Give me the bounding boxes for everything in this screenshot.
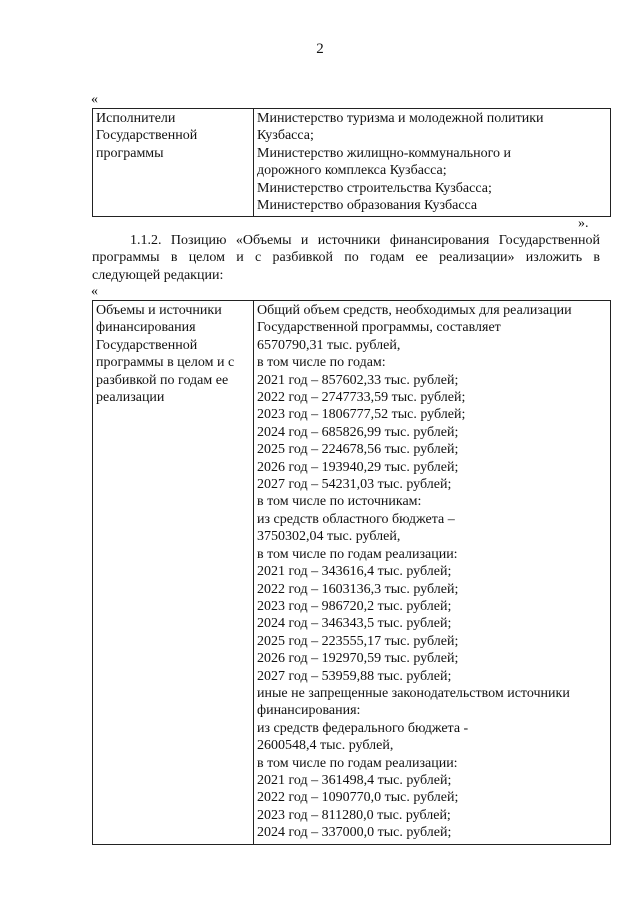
cell-line: иные не запрещенные законодательством источники xyxy=(257,685,570,701)
cell-line: 2021 год – 857602,33 тыс. рублей; xyxy=(257,372,459,388)
cell-line: финансирования xyxy=(96,320,196,336)
cell-line: 2027 год – 54231,03 тыс. рублей; xyxy=(257,477,452,493)
cell-line: 2025 год – 223555,17 тыс. рублей; xyxy=(257,633,459,649)
funding-value-cell xyxy=(254,301,611,845)
closing-quote: ». xyxy=(578,216,589,231)
cell-line: Министерство образования Кузбасса xyxy=(257,198,478,214)
cell-line: Объемы и источники xyxy=(96,303,222,318)
cell-line: Министерство туризма и молодежной политики xyxy=(257,111,544,126)
table-row xyxy=(93,301,611,845)
funding-label-cell xyxy=(93,301,254,845)
cell-line: 2022 год – 1603136,3 тыс. рублей; xyxy=(257,581,459,597)
cell-line: в том числе по годам: xyxy=(257,355,386,371)
cell-line: 2026 год – 192970,59 тыс. рублей; xyxy=(257,651,459,667)
cell-line: Государственной xyxy=(96,128,198,144)
cell-line: 2021 год – 343616,4 тыс. рублей; xyxy=(257,564,452,580)
cell-line: в том числе по источникам: xyxy=(257,494,422,510)
executors-table xyxy=(92,108,611,217)
cell-line: 6570790,31 тыс. рублей, xyxy=(257,337,401,353)
funding-table xyxy=(92,300,611,845)
cell-line: 2021 год – 361498,4 тыс. рублей; xyxy=(257,772,452,788)
cell-line: из средств федерального бюджета - xyxy=(257,720,469,736)
paragraph-line: следующей редакции: xyxy=(92,267,224,283)
cell-line: 2600548,4 тыс. рублей, xyxy=(257,738,394,754)
cell-line: из средств областного бюджета – xyxy=(257,511,455,527)
cell-line: программы xyxy=(96,145,164,161)
cell-line: Кузбасса; xyxy=(257,128,314,144)
cell-line: реализации xyxy=(96,390,165,406)
cell-line: 2022 год – 2747733,59 тыс. рублей; xyxy=(257,390,466,406)
cell-line: финансирования: xyxy=(257,703,361,719)
cell-line: в том числе по годам реализации: xyxy=(257,755,458,771)
cell-line: 2025 год – 224678,56 тыс. рублей; xyxy=(257,442,459,458)
opening-quote-1: « xyxy=(91,92,98,107)
cell-line: 2024 год – 337000,0 тыс. рублей; xyxy=(257,825,452,841)
table-row xyxy=(93,109,611,217)
cell-line: 2023 год – 1806777,52 тыс. рублей; xyxy=(257,407,466,423)
cell-line: разбивкой по годам ее xyxy=(96,372,229,388)
cell-line: 2024 год – 346343,5 тыс. рублей; xyxy=(257,616,452,632)
cell-line: 2027 год – 53959,88 тыс. рублей; xyxy=(257,668,452,684)
page-number: 2 xyxy=(316,41,324,57)
cell-line: 3750302,04 тыс. рублей, xyxy=(257,529,401,545)
opening-quote-2: « xyxy=(91,284,98,299)
amendment-paragraph xyxy=(92,232,600,284)
cell-line: Министерство строительства Кузбасса; xyxy=(257,180,492,196)
cell-line: 2024 год – 685826,99 тыс. рублей; xyxy=(257,424,459,440)
cell-line: дорожного комплекса Кузбасса; xyxy=(257,163,447,179)
cell-line: Министерство жилищно-коммунального и xyxy=(257,145,512,161)
cell-line: 2026 год – 193940,29 тыс. рублей; xyxy=(257,459,459,475)
paragraph-line: программы в целом и с разбивкой по годам ее реализации» изложить в xyxy=(92,250,600,266)
cell-line: Исполнители xyxy=(96,111,176,126)
cell-line: 2023 год – 986720,2 тыс. рублей; xyxy=(257,598,452,614)
paragraph-line: 1.1.2. Позицию «Объемы и источники финансирования Государственной xyxy=(130,233,600,248)
executors-value-cell xyxy=(254,109,611,217)
cell-line: программы в целом и с xyxy=(96,355,235,371)
cell-line: 2023 год – 811280,0 тыс. рублей; xyxy=(257,807,451,823)
executors-label-cell xyxy=(93,109,254,217)
cell-line: Общий объем средств, необходимых для реализации xyxy=(257,303,572,318)
cell-line: Государственной xyxy=(96,337,198,353)
cell-line: Государственной программы, составляет xyxy=(257,320,501,336)
cell-line: 2022 год – 1090770,0 тыс. рублей; xyxy=(257,790,459,806)
cell-line: в том числе по годам реализации: xyxy=(257,546,458,562)
